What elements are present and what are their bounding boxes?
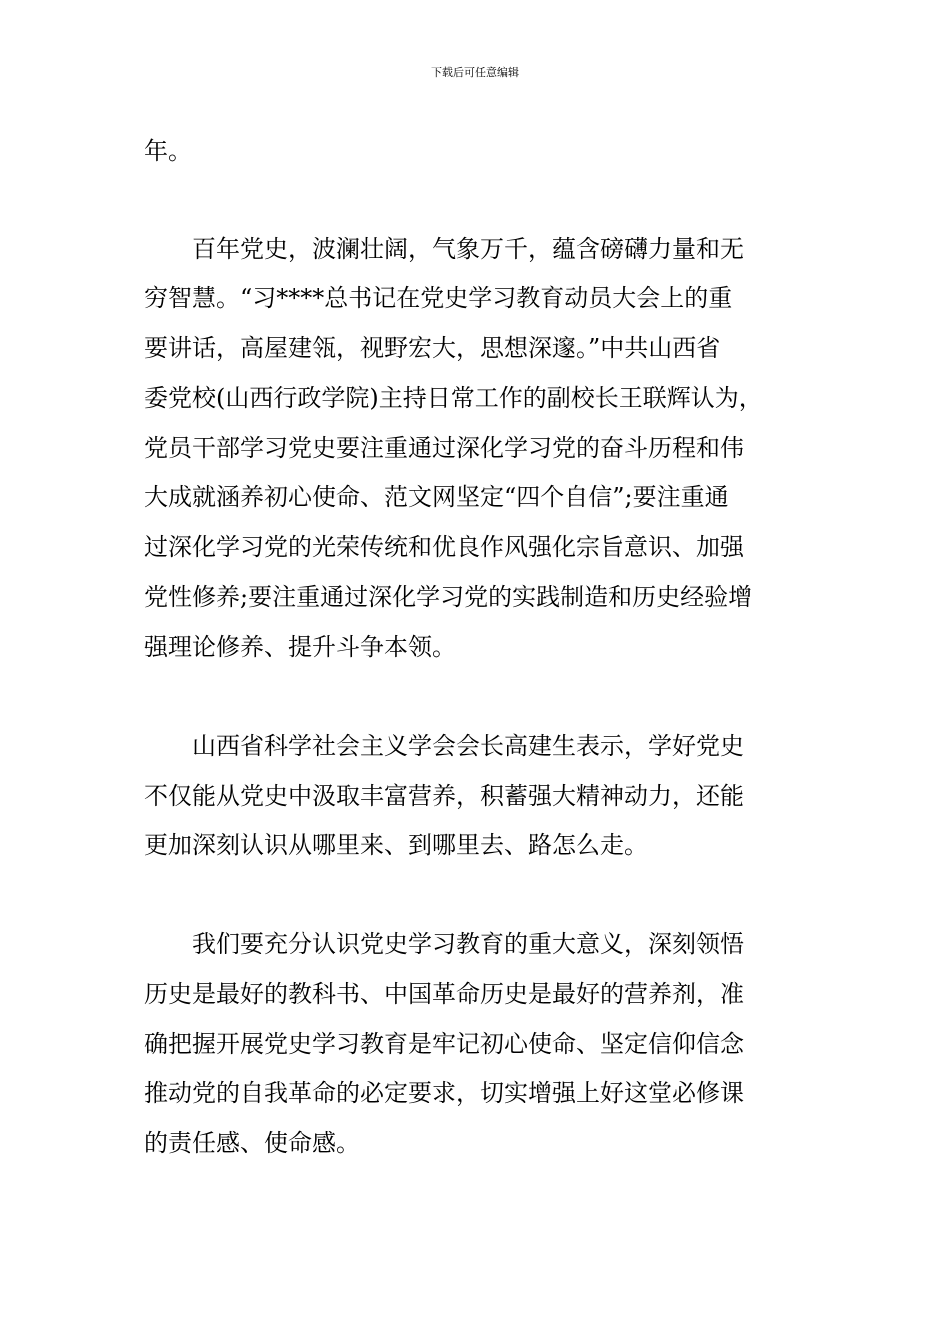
text-line: 党员干部学习党史要注重通过深化学习党的奋斗历程和伟 <box>144 434 744 462</box>
text-line: 年。 <box>144 137 192 165</box>
text-line: 山西省科学社会主义学会会长高建生表示，学好党史 <box>144 732 744 760</box>
text-line: 更加深刻认识从哪里来、到哪里去、路怎么走。 <box>144 831 648 859</box>
text-line: 过深化学习党的光荣传统和优良作风强化宗旨意识、加强 <box>144 533 744 561</box>
text-line: 委党校(山西行政学院)主持日常工作的副校长王联辉认为， <box>144 384 763 412</box>
text-line: 历史是最好的教科书、中国革命历史是最好的营养剂，准 <box>144 980 744 1008</box>
text-line: 不仅能从党史中汲取丰富营养，积蓄强大精神动力，还能 <box>144 782 744 810</box>
text-line: 党性修养;要注重通过深化学习党的实践制造和历史经验增 <box>144 583 753 611</box>
page-header-note: 下载后可任意编辑 <box>431 66 519 79</box>
text-line: 确把握开展党史学习教育是牢记初心使命、坚定信仰信念 <box>144 1030 744 1058</box>
text-line: 大成就涵养初心使命、范文网坚定“四个自信”;要注重通 <box>144 483 729 511</box>
text-line: 百年党史，波澜壮阔，气象万千，蕴含磅礴力量和无 <box>144 235 744 263</box>
text-line: 强理论修养、提升斗争本领。 <box>144 633 456 661</box>
text-line: 推动党的自我革命的必定要求，切实增强上好这堂必修课 <box>144 1079 744 1107</box>
text-line: 穷智慧。“习****总书记在党史学习教育动员大会上的重 <box>144 284 733 312</box>
text-line: 的责任感、使命感。 <box>144 1129 360 1157</box>
text-line: 要讲话，高屋建瓴，视野宏大，思想深邃。”中共山西省 <box>144 334 721 362</box>
text-line: 我们要充分认识党史学习教育的重大意义，深刻领悟 <box>144 930 744 958</box>
